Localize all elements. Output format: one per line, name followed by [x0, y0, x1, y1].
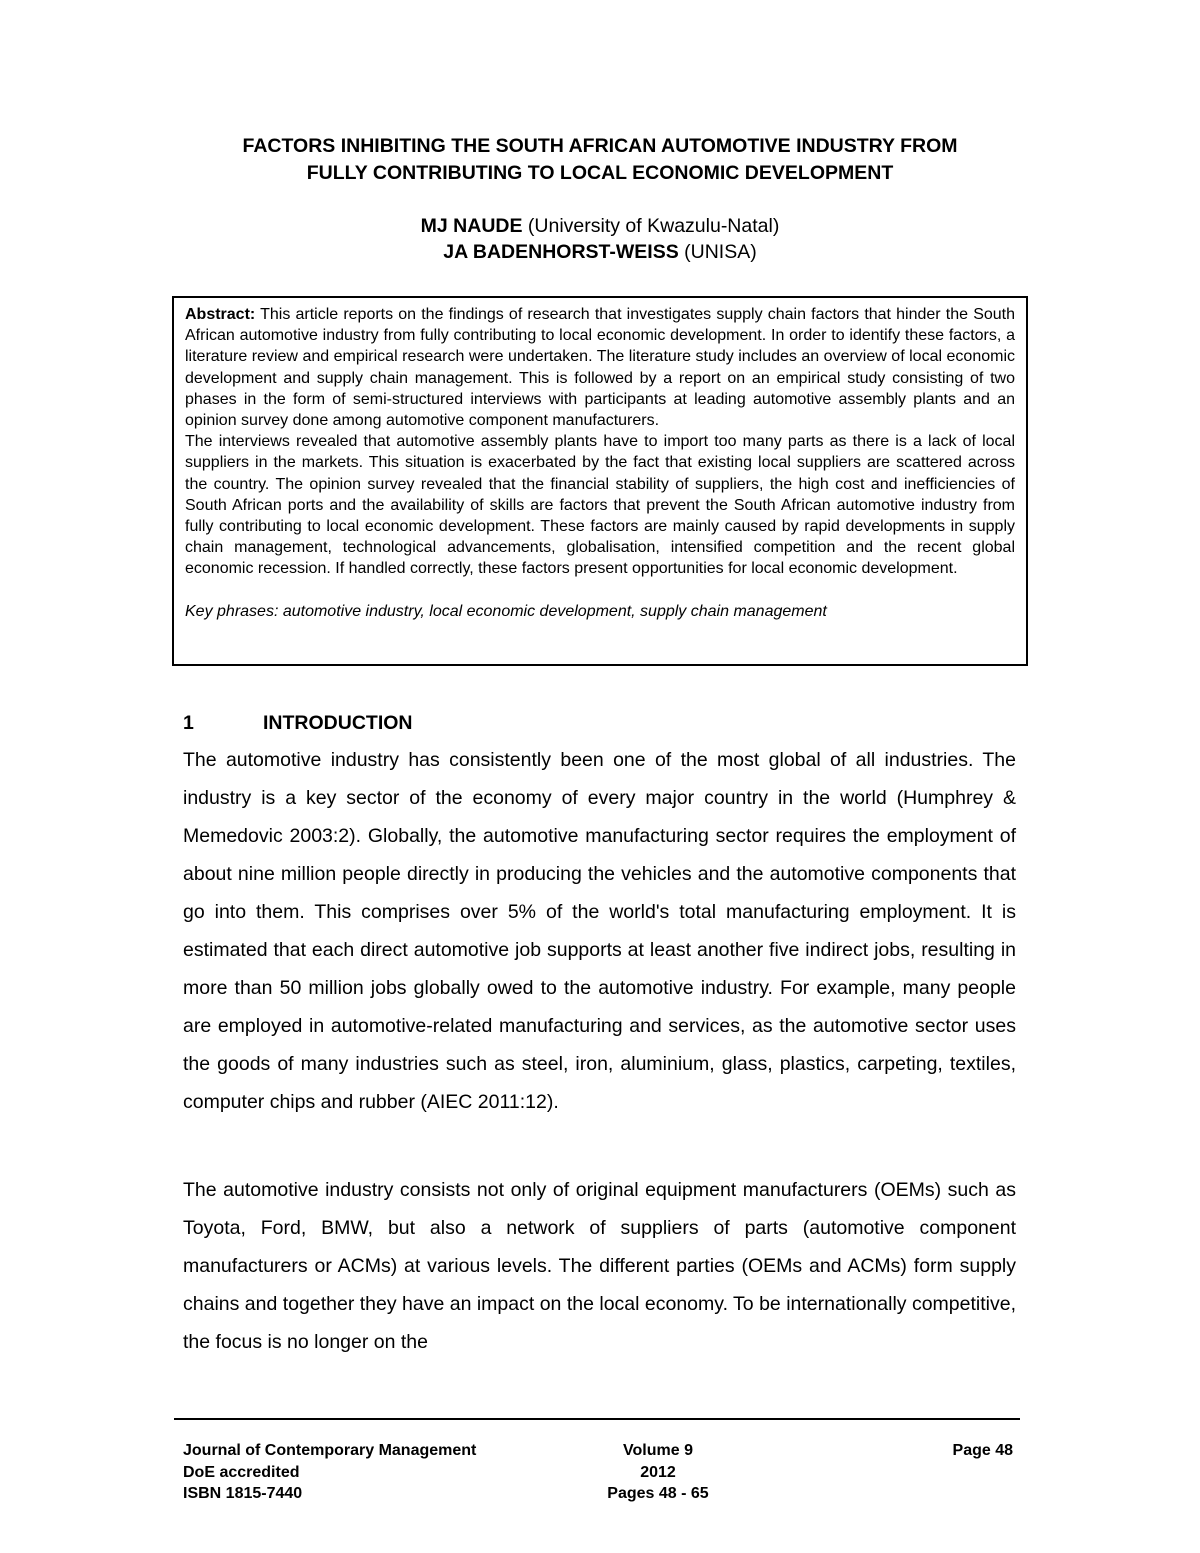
author-affiliation: (UNISA)	[684, 241, 757, 263]
section-heading	[183, 709, 413, 737]
title-line-1: FACTORS INHIBITING THE SOUTH AFRICAN AUTOMOTIVE INDUSTRY FROM	[242, 135, 958, 157]
footer-divider	[174, 1418, 1020, 1420]
abstract-label: Abstract:	[185, 306, 256, 323]
abstract-paragraph-2: The interviews revealed that automotive assembly plants have to import too many parts as there is a lack of local suppliers in the markets. This situation is exacerbated by the fact that existing local suppliers are scattered across the country. The opinion survey revealed that the financial stability of suppliers, the high cost and inefficiencies of South African ports and the availability of skills are factors that prevent the South African automotive industry from fully contributing to local economic development. These factors are mainly caused by rapid developments in supply chain management, technological advancements, globalisation, intensified competition and the recent global economic recession. If handled correctly, these factors present opportunities for local economic development.	[185, 433, 1015, 578]
body-paragraph-1: The automotive industry has consistently been one of the most global of all industries. The industry is a key sector of the economy of every major country in the world (Humphrey & Memedovic 2003:2). Globally, the automotive manufacturing sector requires the employment of about nine million people directly in producing the vehicles and the automotive components that go into them. This comprises over 5% of the world's total manufacturing employment. It is estimated that each direct automotive job supports at least another five indirect jobs, resulting in more than 50 million jobs globally owed to the automotive industry. For example, many people are employed in automotive-related manufacturing and services, as the automotive sector uses the goods of many industries such as steel, iron, aluminium, glass, plastics, carpeting, textiles, computer chips and rubber (AIEC 2011:12).	[183, 749, 1016, 1113]
body-paragraph-2: The automotive industry consists not only of original equipment manufacturers (OEMs) such as Toyota, Ford, BMW, but also a network of suppliers of parts (automotive component manufacturers or ACMs) at various levels. The different parties (OEMs and ACMs) form supply chains and together they have an impact on the local economy. To be internationally competitive, the focus is no longer on the	[183, 1179, 1016, 1353]
author-list	[120, 213, 1080, 265]
year: 2012	[640, 1463, 676, 1481]
footer-middle	[578, 1440, 738, 1505]
abstract-text-1: This article reports on the findings of research that investigates supply chain factors that hinder the South African automotive industry from fully contributing to local economic development. In order to identify these factors, a literature review and empirical research were undertaken. The literature study includes an overview of local economic development and supply chain management. This is followed by a report on an empirical study consisting of two phases in the form of semi-structured interviews with participants at leading automotive assembly plants and an opinion survey done among automotive component manufacturers.	[185, 306, 1016, 430]
abstract-box	[172, 296, 1028, 666]
author-name: JA BADENHORST-WEISS	[443, 241, 679, 263]
accreditation: DoE accredited	[183, 1463, 300, 1481]
author-name: MJ NAUDE	[420, 215, 523, 237]
abstract-paragraph-1	[185, 304, 1015, 431]
author-affiliation: (University of Kwazulu-Natal)	[527, 215, 780, 237]
page-range: Pages 48 - 65	[607, 1485, 709, 1502]
footer-left	[183, 1440, 476, 1505]
section-title: INTRODUCTION	[263, 712, 413, 734]
page-number: Page 48	[952, 1442, 1013, 1459]
journal-name: Journal of Contemporary Management	[183, 1442, 477, 1459]
key-phrases: Key phrases: automotive industry, local economic development, supply chain management	[185, 602, 827, 620]
paper-title	[120, 133, 1080, 187]
volume: Volume 9	[623, 1442, 693, 1459]
title-line-2: FULLY CONTRIBUTING TO LOCAL ECONOMIC DEVELOPMENT	[306, 162, 894, 184]
section-number: 1	[183, 712, 194, 734]
author-entry	[120, 239, 1080, 265]
author-entry	[120, 213, 1080, 239]
isbn: ISBN 1815-7440	[183, 1485, 303, 1502]
footer-right	[953, 1440, 1013, 1462]
